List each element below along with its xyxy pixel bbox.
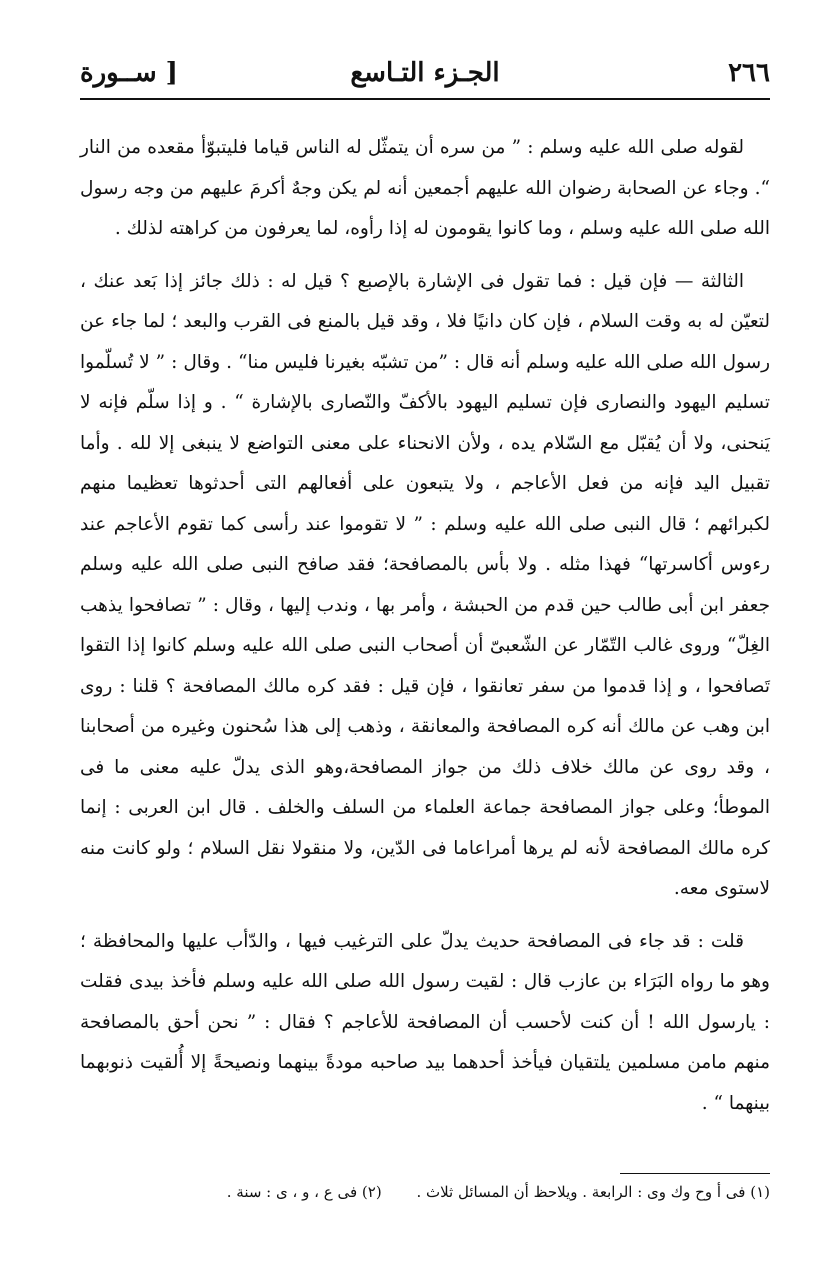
footnote-rule [620,1173,770,1174]
footnotes [80,1180,770,1204]
surah-label: [ ســورة [80,58,178,88]
paragraph: لقوله صلى الله عليه وسلم : ” من سره أن يتمثّل له الناس قياما فليتبوّأ مقعده من النار “. وجاء عن الصحابة رضوان الله عليهم أجمعين أنه لم يكن وجهٌ أكرمَ عليهم من وجه رسول الله صلى الله عليه وسلم ، وما كانوا يقومون له إذا رأوه، لما يعرفون من كراهته لذلك . [80,137,770,239]
footnote: (١) فى أ وح وك وى : الرابعة . ويلاحظ أن المسائل ثلاث . [416,1183,770,1201]
paragraph: الثالثة — فإن قيل : فما تقول فى الإشارة بالإصبع ؟ قيل له : ذلك جائز إذا بَعد عنك ، لتعيّن له به وقت السلام ، فإن كان دانيًا فلا ، وقد قيل بالمنع فى القرب والبعد ؛ لما جاء عن رسول الله صلى الله عليه وسلم أنه قال : ”من تشبّه بغيرنا فليس منا“ . وقال : ” لا تُسلّموا تسليم اليهود والنصارى فإن تسليم اليهود بالأكفّ والنّصارى بالإشارة “ . و إذا سلّم فإنه لا يَنحنى، ولا أن يُقبّل مع السّلام يده ، ولأن الانحناء على معنى التواضع لا ينبغى إلا لله . وأما تقبيل اليد فإنه من فعل الأعاجم ، ولا يتبعون على أفعالهم التى أحدثوها تعظيما منهم لكبرائهم ؛ قال النبى صلى الله عليه وسلم : ” لا تقوموا عند رأسى كما تقوم الأعاجم عند رءوس أكاسرتها“ فهذا مثله . ولا بأس بالمصافحة؛ فقد صافح النبى صلى الله عليه وسلم جعفر ابن أبى طالب حين قدم من الحبشة ، وأمر بها ، وندب إليها ، وقال : ” تصافحوا يذهب الغِلّ“ وروى غالب التّمّار عن الشّعبىّ أن أصحاب النبى صلى الله عليه وسلم كانوا إذا التقوا تَصافحوا ، و إذا قدموا من سفر تعانقوا ، فإن قيل : فقد كره مالك المصافحة ؟ قلنا : روى ابن وهب عن مالك أنه كره المصافحة والمعانقة ، وذهب إلى هذا سُحنون وغيره من أصحابنا ، وقد روى عن مالك خلاف ذلك من جواز المصافحة،وهو الذى يدلّ عليه معنى ما فى الموطأ؛ وعلى جواز المصافحة جماعة العلماء من السلف والخلف . قال ابن العربى : إنما كره مالك المصافحة لأنه لم يرها أمراعاما فى الدّين، ولا منقولا نقل السلام ؛ ولو كانت منه لاستوى معه. [80,270,770,899]
page-body [80,128,770,1124]
page-number: ٢٦٦ [728,58,770,88]
part-title: الجـزء التـاسع [350,58,500,88]
page-header [80,58,770,98]
header-rule [80,98,770,100]
footnote: (٢) فى ع ، و ، ى : سنة . [226,1183,382,1201]
paragraph: قلت : قد جاء فى المصافحة حديث يدلّ على الترغيب فيها ، والدّأب عليها والمحافظة ؛ وهو ما رواه البَرَاء بن عازب قال : لقيت رسول الله صلى الله عليه وسلم فأخذ بيدى فقلت : يارسول الله ! أن كنت لأحسب أن المصافحة للأعاجم ؟ فقال : ” نحن أحق بالمصافحة منهم مامن مسلمين يلتقيان فيأخذ أحدهما بيد صاحبه مودةً بينهما ونصيحةً إلا أُلقيت ذنوبهما بينهما “ . [80,930,770,1114]
